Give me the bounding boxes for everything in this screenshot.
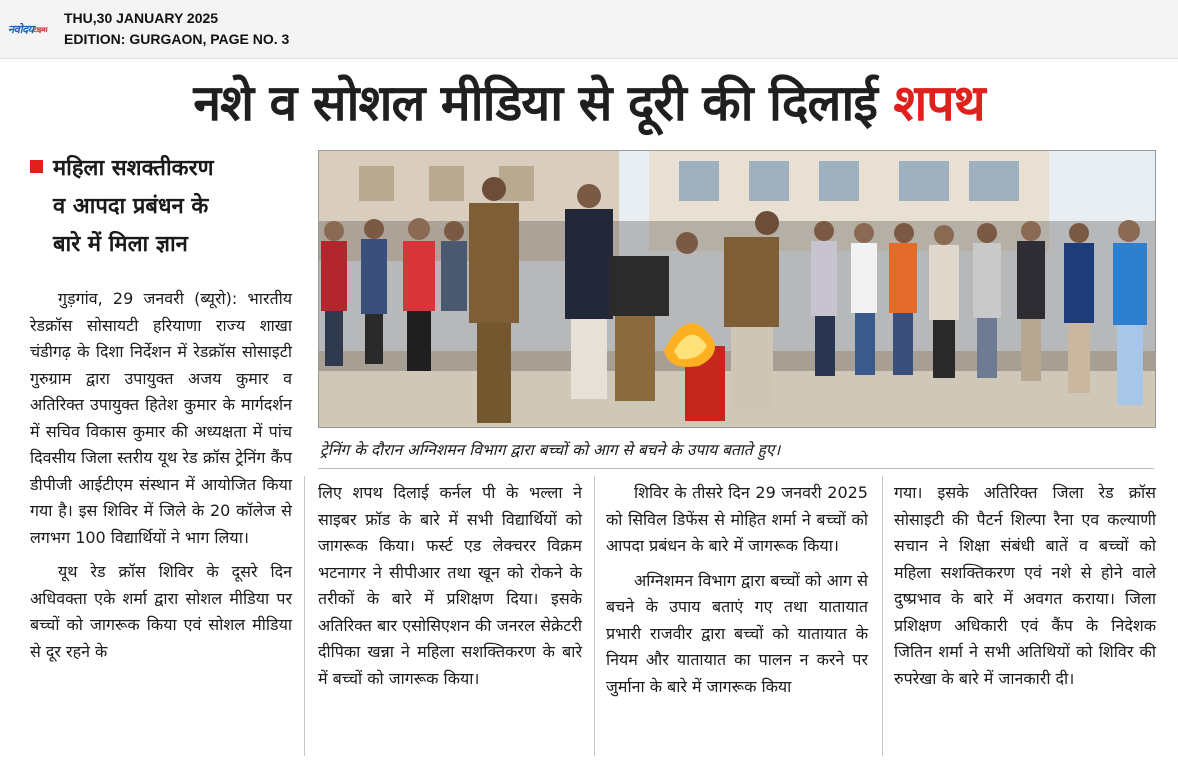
- date-line: THU,30 JANUARY 2025: [64, 10, 219, 26]
- news-photo: [318, 150, 1156, 428]
- subhead-line: बारे में मिला ज्ञान: [53, 232, 188, 257]
- subhead-line: व आपदा प्रबंधन के: [53, 194, 209, 219]
- newspaper-logo: नवोदयटाइम्स: [8, 23, 48, 36]
- article-paragraph: गया। इसके अतिरिक्त जिला रेड क्रॉस सोसाइटी की पैटर्न शिल्पा रैना एव कल्याणी सचान ने शिक्षा संबंधी बातें व बच्चों को महिला सशक्तिकरण एवं नशे से होने वाले दुष्प्रभाव के बारे में अवगत कराया। जिला प्रशिक्षण अधिकारी एवं कैंप के निदेशक जितिन शर्मा ने सभी अतिथियों को शिविर की रुपरेखा के बारे में जानकारी दी।: [894, 483, 1156, 688]
- red-square-bullet: [30, 160, 43, 173]
- article-paragraph: लिए शपथ दिलाई कर्नल पी के भल्ला ने साइबर फ्रॉड के बारे में सभी विद्यार्थियों को जागरूक किया। फर्स्ट एड लेक्चरर विक्रम भटनागर ने सीपीआर तथा खून को रोकने के तरीकों के बारे में प्रशिक्षण दिया। इसके अतिरिक्त बार एसोसिएशन की जनरल सेक्रेटरी दीपिका खन्ना ने महिला सशक्तिकरण के बारे में बच्चों को जागरूक किया।: [318, 483, 582, 688]
- article-column-3: [606, 480, 868, 700]
- caption-rule: [318, 468, 1154, 469]
- edition-header: [0, 0, 1178, 59]
- subheadline: [30, 150, 292, 264]
- article-column-2: [318, 480, 582, 692]
- fire-training-photo-illustration: [319, 151, 1155, 427]
- article-paragraph: गुड़गांव, 29 जनवरी (ब्यूरो): भारतीय रेडक्रॉस सोसायटी हरियाणा राज्य शाखा चंडीगढ़ के दिशा निर्देशन में रेडक्रॉस सोसाइटी गुरुग्राम द्वारा उपायुक्त अजय कुमार व अतिरिक्त उपायुक्त हितेश कुमार के मार्गदर्शन में सचिव विकास कुमार की अध्यक्षता में पांच दिवसीय जिला स्तरीय यूथ रेड क्रॉस ट्रेनिंग कैंप डीपीजी आईटीएम संस्थान में आयोजित किया गया है। इस शिविर में जिले के 20 कॉलेज से लगभग 100 विद्यार्थियों ने भाग लिया।: [30, 289, 292, 547]
- headline-main: नशे व सोशल मीडिया से दूरी की दिलाई: [193, 74, 877, 132]
- edition-info: [64, 8, 289, 50]
- column-divider: [882, 476, 883, 756]
- column-divider: [594, 476, 595, 756]
- article-paragraph: शिविर के तीसरे दिन 29 जनवरी 2025 को सिविल डिफेंस से मोहित शर्मा ने बच्चों को आपदा प्रबंधन के बारे में जागरूक किया।: [606, 483, 868, 555]
- column-divider: [304, 476, 305, 756]
- edition-line: EDITION: GURGAON, PAGE NO. 3: [64, 31, 290, 47]
- article-column-1: [30, 286, 292, 665]
- article-paragraph: अग्निशमन विभाग द्वारा बच्चों को आग से बचने के उपाय बताएं गए तथा यातायात प्रभारी राजवीर द्वारा बच्चों को यातायात के नियम और यातायात का पालन न करने पर जुर्माना के बारे में जागरूक किया: [606, 570, 868, 696]
- subhead-line: महिला सशक्तीकरण: [53, 156, 214, 181]
- headline-accent: शपथ: [893, 74, 985, 132]
- headline: [0, 66, 1178, 140]
- photo-caption: ट्रेनिंग के दौरान अग्निशमन विभाग द्वारा बच्चों को आग से बचने के उपाय बताते हुए।: [320, 441, 781, 459]
- article-paragraph: यूथ रेड क्रॉस शिविर के दूसरे दिन अधिवक्ता एके शर्मा द्वारा सोशल मीडिया पर बच्चों को जागरूक किया एवं सोशल मीडिया से दूर रहने के: [30, 562, 292, 661]
- article-column-4: [894, 480, 1156, 692]
